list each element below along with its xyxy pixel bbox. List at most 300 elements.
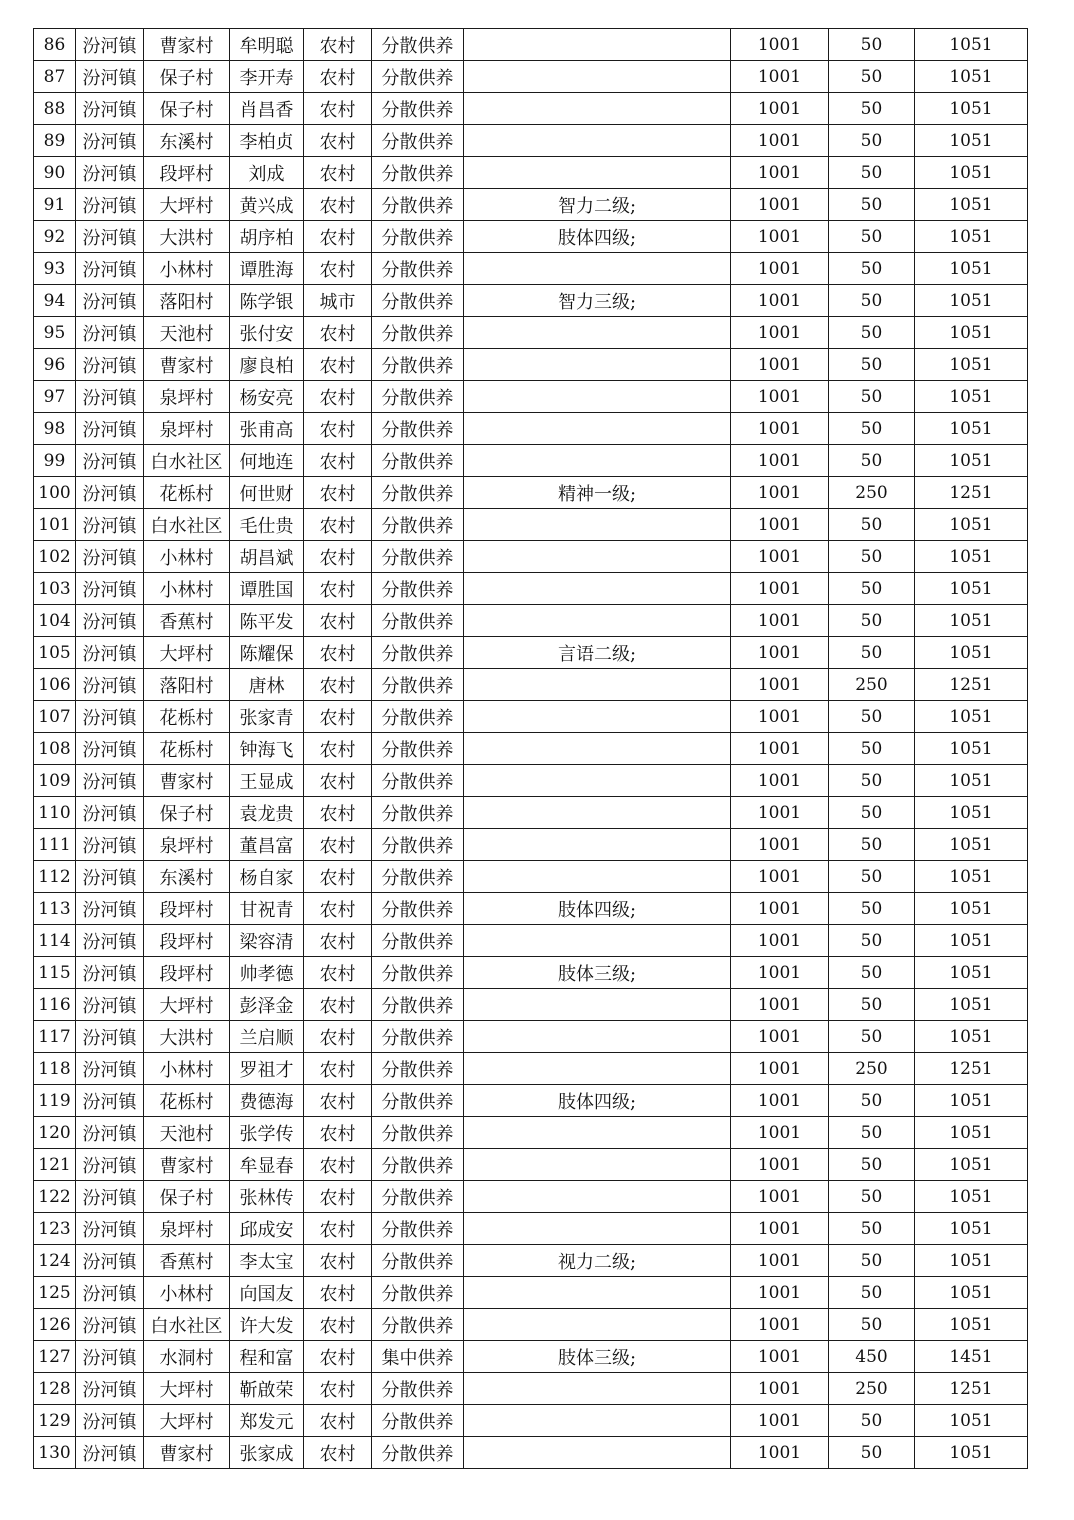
subsidy-amount-cell: 50 [829,61,915,93]
town-cell: 汾河镇 [76,1085,144,1117]
village-cell: 曹家村 [144,1149,230,1181]
village-cell: 天池村 [144,317,230,349]
base-amount-cell: 1001 [731,1277,829,1309]
base-amount-cell: 1001 [731,669,829,701]
village-cell: 香蕉村 [144,1245,230,1277]
name-cell: 谭胜海 [230,253,304,285]
disability-level-cell [464,29,731,61]
name-cell: 费德海 [230,1085,304,1117]
name-cell: 何地连 [230,445,304,477]
name-cell: 甘祝青 [230,893,304,925]
subsidy-amount-cell: 50 [829,701,915,733]
town-cell: 汾河镇 [76,509,144,541]
village-cell: 小林村 [144,1277,230,1309]
subsidy-amount-cell: 50 [829,221,915,253]
support-type-cell: 分散供养 [372,349,464,381]
row-number-cell: 110 [34,797,76,829]
total-amount-cell: 1051 [915,221,1028,253]
household-type-cell: 农村 [304,317,372,349]
name-cell: 胡昌斌 [230,541,304,573]
base-amount-cell: 1001 [731,285,829,317]
village-cell: 保子村 [144,1181,230,1213]
town-cell: 汾河镇 [76,1117,144,1149]
disability-level-cell: 精神一级; [464,477,731,509]
town-cell: 汾河镇 [76,1149,144,1181]
row-number-cell: 102 [34,541,76,573]
row-number-cell: 112 [34,861,76,893]
village-cell: 白水社区 [144,445,230,477]
total-amount-cell: 1051 [915,1277,1028,1309]
village-cell: 段坪村 [144,893,230,925]
total-amount-cell: 1051 [915,317,1028,349]
name-cell: 肖昌香 [230,93,304,125]
subsidy-amount-cell: 50 [829,1277,915,1309]
village-cell: 保子村 [144,93,230,125]
name-cell: 杨自家 [230,861,304,893]
table-row [34,445,1028,477]
total-amount-cell: 1051 [915,605,1028,637]
row-number-cell: 98 [34,413,76,445]
household-type-cell: 农村 [304,477,372,509]
disability-level-cell: 智力二级; [464,189,731,221]
row-number-cell: 117 [34,1021,76,1053]
total-amount-cell: 1051 [915,29,1028,61]
row-number-cell: 95 [34,317,76,349]
household-type-cell: 农村 [304,861,372,893]
table-row [34,189,1028,221]
row-number-cell: 129 [34,1405,76,1437]
table-row [34,669,1028,701]
base-amount-cell: 1001 [731,445,829,477]
base-amount-cell: 1001 [731,573,829,605]
support-type-cell: 分散供养 [372,125,464,157]
disability-level-cell [464,125,731,157]
name-cell: 帅孝德 [230,957,304,989]
village-cell: 泉坪村 [144,413,230,445]
disability-level-cell: 言语二级; [464,637,731,669]
row-number-cell: 118 [34,1053,76,1085]
village-cell: 白水社区 [144,1309,230,1341]
household-type-cell: 农村 [304,1149,372,1181]
town-cell: 汾河镇 [76,1021,144,1053]
household-type-cell: 农村 [304,157,372,189]
total-amount-cell: 1051 [915,1405,1028,1437]
total-amount-cell: 1051 [915,893,1028,925]
row-number-cell: 86 [34,29,76,61]
row-number-cell: 108 [34,733,76,765]
village-cell: 大洪村 [144,1021,230,1053]
household-type-cell: 农村 [304,637,372,669]
support-type-cell: 分散供养 [372,1373,464,1405]
table-row [34,893,1028,925]
subsidy-amount-cell: 50 [829,1405,915,1437]
village-cell: 水洞村 [144,1341,230,1373]
household-type-cell: 农村 [304,61,372,93]
village-cell: 段坪村 [144,957,230,989]
household-type-cell: 农村 [304,925,372,957]
table-row [34,1245,1028,1277]
total-amount-cell: 1051 [915,701,1028,733]
name-cell: 程和富 [230,1341,304,1373]
name-cell: 钟海飞 [230,733,304,765]
disability-level-cell [464,1309,731,1341]
support-type-cell: 分散供养 [372,413,464,445]
town-cell: 汾河镇 [76,1277,144,1309]
disability-level-cell [464,317,731,349]
base-amount-cell: 1001 [731,1341,829,1373]
total-amount-cell: 1051 [915,285,1028,317]
town-cell: 汾河镇 [76,221,144,253]
name-cell: 靳啟荣 [230,1373,304,1405]
disability-level-cell [464,1021,731,1053]
town-cell: 汾河镇 [76,413,144,445]
subsidy-amount-cell: 50 [829,93,915,125]
table-row [34,1085,1028,1117]
total-amount-cell: 1051 [915,189,1028,221]
disability-level-cell [464,1373,731,1405]
village-cell: 大坪村 [144,189,230,221]
row-number-cell: 87 [34,61,76,93]
village-cell: 曹家村 [144,349,230,381]
table-row [34,1117,1028,1149]
village-cell: 花栎村 [144,477,230,509]
village-cell: 泉坪村 [144,381,230,413]
disability-level-cell [464,765,731,797]
row-number-cell: 107 [34,701,76,733]
subsidy-amount-cell: 50 [829,989,915,1021]
town-cell: 汾河镇 [76,189,144,221]
base-amount-cell: 1001 [731,1437,829,1469]
row-number-cell: 125 [34,1277,76,1309]
household-type-cell: 农村 [304,1277,372,1309]
village-cell: 曹家村 [144,765,230,797]
subsidy-amount-cell: 50 [829,1085,915,1117]
household-type-cell: 农村 [304,413,372,445]
row-number-cell: 90 [34,157,76,189]
household-type-cell: 农村 [304,221,372,253]
row-number-cell: 92 [34,221,76,253]
base-amount-cell: 1001 [731,29,829,61]
row-number-cell: 130 [34,1437,76,1469]
town-cell: 汾河镇 [76,861,144,893]
village-cell: 大坪村 [144,637,230,669]
table-row [34,605,1028,637]
table-row [34,765,1028,797]
town-cell: 汾河镇 [76,1373,144,1405]
town-cell: 汾河镇 [76,1181,144,1213]
town-cell: 汾河镇 [76,989,144,1021]
town-cell: 汾河镇 [76,957,144,989]
household-type-cell: 农村 [304,349,372,381]
table-row [34,957,1028,989]
household-type-cell: 农村 [304,797,372,829]
total-amount-cell: 1051 [915,445,1028,477]
base-amount-cell: 1001 [731,1309,829,1341]
table-row [34,509,1028,541]
table-row [34,733,1028,765]
total-amount-cell: 1051 [915,957,1028,989]
row-number-cell: 122 [34,1181,76,1213]
table-row [34,1149,1028,1181]
disability-level-cell [464,157,731,189]
subsidy-amount-cell: 250 [829,669,915,701]
subsidy-amount-cell: 50 [829,541,915,573]
support-type-cell: 分散供养 [372,1181,464,1213]
town-cell: 汾河镇 [76,893,144,925]
base-amount-cell: 1001 [731,61,829,93]
support-type-cell: 分散供养 [372,1277,464,1309]
table-row [34,253,1028,285]
base-amount-cell: 1001 [731,1181,829,1213]
row-number-cell: 116 [34,989,76,1021]
support-type-cell: 分散供养 [372,733,464,765]
base-amount-cell: 1001 [731,605,829,637]
total-amount-cell: 1051 [915,1021,1028,1053]
name-cell: 何世财 [230,477,304,509]
town-cell: 汾河镇 [76,1213,144,1245]
subsidy-amount-cell: 50 [829,957,915,989]
disability-level-cell [464,1437,731,1469]
town-cell: 汾河镇 [76,381,144,413]
name-cell: 谭胜国 [230,573,304,605]
name-cell: 向国友 [230,1277,304,1309]
name-cell: 杨安亮 [230,381,304,413]
town-cell: 汾河镇 [76,29,144,61]
row-number-cell: 121 [34,1149,76,1181]
disability-level-cell [464,1117,731,1149]
disability-level-cell: 肢体三级; [464,1341,731,1373]
support-type-cell: 分散供养 [372,477,464,509]
name-cell: 廖良柏 [230,349,304,381]
support-type-cell: 分散供养 [372,797,464,829]
table-row [34,93,1028,125]
village-cell: 保子村 [144,797,230,829]
base-amount-cell: 1001 [731,189,829,221]
base-amount-cell: 1001 [731,1021,829,1053]
household-type-cell: 农村 [304,541,372,573]
name-cell: 牟明聪 [230,29,304,61]
row-number-cell: 103 [34,573,76,605]
town-cell: 汾河镇 [76,765,144,797]
table-row [34,1213,1028,1245]
name-cell: 张学传 [230,1117,304,1149]
base-amount-cell: 1001 [731,349,829,381]
name-cell: 刘成 [230,157,304,189]
table-row [34,1437,1028,1469]
support-type-cell: 分散供养 [372,669,464,701]
village-cell: 大洪村 [144,221,230,253]
name-cell: 兰启顺 [230,1021,304,1053]
base-amount-cell: 1001 [731,701,829,733]
base-amount-cell: 1001 [731,1245,829,1277]
town-cell: 汾河镇 [76,1437,144,1469]
total-amount-cell: 1051 [915,253,1028,285]
total-amount-cell: 1251 [915,477,1028,509]
village-cell: 花栎村 [144,1085,230,1117]
subsidy-amount-cell: 450 [829,1341,915,1373]
disability-level-cell: 智力三级; [464,285,731,317]
town-cell: 汾河镇 [76,573,144,605]
disability-level-cell [464,61,731,93]
name-cell: 张林传 [230,1181,304,1213]
total-amount-cell: 1051 [915,541,1028,573]
town-cell: 汾河镇 [76,829,144,861]
base-amount-cell: 1001 [731,989,829,1021]
total-amount-cell: 1051 [915,93,1028,125]
support-type-cell: 分散供养 [372,1149,464,1181]
household-type-cell: 农村 [304,125,372,157]
subsidy-amount-cell: 50 [829,1021,915,1053]
table-row [34,157,1028,189]
row-number-cell: 123 [34,1213,76,1245]
disability-level-cell [464,669,731,701]
base-amount-cell: 1001 [731,93,829,125]
disability-level-cell [464,1213,731,1245]
row-number-cell: 94 [34,285,76,317]
total-amount-cell: 1051 [915,1213,1028,1245]
row-number-cell: 89 [34,125,76,157]
village-cell: 花栎村 [144,733,230,765]
town-cell: 汾河镇 [76,445,144,477]
support-type-cell: 分散供养 [372,381,464,413]
subsidy-amount-cell: 250 [829,477,915,509]
household-type-cell: 农村 [304,509,372,541]
base-amount-cell: 1001 [731,381,829,413]
subsidy-amount-cell: 50 [829,797,915,829]
household-type-cell: 农村 [304,1309,372,1341]
household-type-cell: 农村 [304,1053,372,1085]
town-cell: 汾河镇 [76,1053,144,1085]
support-type-cell: 分散供养 [372,1085,464,1117]
base-amount-cell: 1001 [731,317,829,349]
total-amount-cell: 1051 [915,797,1028,829]
household-type-cell: 农村 [304,733,372,765]
total-amount-cell: 1051 [915,1309,1028,1341]
household-type-cell: 农村 [304,669,372,701]
table-row [34,381,1028,413]
base-amount-cell: 1001 [731,253,829,285]
base-amount-cell: 1001 [731,861,829,893]
table-row [34,285,1028,317]
household-type-cell: 农村 [304,381,372,413]
subsidy-amount-cell: 50 [829,509,915,541]
support-type-cell: 分散供养 [372,1245,464,1277]
town-cell: 汾河镇 [76,317,144,349]
support-type-cell: 分散供养 [372,445,464,477]
beneficiary-table [33,28,1028,1469]
subsidy-amount-cell: 50 [829,1181,915,1213]
table-row [34,925,1028,957]
name-cell: 毛仕贵 [230,509,304,541]
town-cell: 汾河镇 [76,541,144,573]
disability-level-cell: 肢体四级; [464,1085,731,1117]
disability-level-cell: 肢体四级; [464,221,731,253]
subsidy-amount-cell: 50 [829,893,915,925]
subsidy-amount-cell: 250 [829,1373,915,1405]
total-amount-cell: 1051 [915,925,1028,957]
town-cell: 汾河镇 [76,1341,144,1373]
row-number-cell: 105 [34,637,76,669]
table-row [34,1021,1028,1053]
support-type-cell: 分散供养 [372,1437,464,1469]
household-type-cell: 农村 [304,1213,372,1245]
town-cell: 汾河镇 [76,157,144,189]
subsidy-amount-cell: 50 [829,573,915,605]
table-row [34,1405,1028,1437]
row-number-cell: 91 [34,189,76,221]
village-cell: 小林村 [144,573,230,605]
household-type-cell: 城市 [304,285,372,317]
support-type-cell: 分散供养 [372,573,464,605]
name-cell: 王显成 [230,765,304,797]
household-type-cell: 农村 [304,1405,372,1437]
row-number-cell: 93 [34,253,76,285]
row-number-cell: 120 [34,1117,76,1149]
total-amount-cell: 1251 [915,669,1028,701]
village-cell: 落阳村 [144,285,230,317]
support-type-cell: 分散供养 [372,989,464,1021]
name-cell: 胡序柏 [230,221,304,253]
town-cell: 汾河镇 [76,797,144,829]
disability-level-cell [464,1181,731,1213]
support-type-cell: 分散供养 [372,1213,464,1245]
village-cell: 大坪村 [144,1405,230,1437]
household-type-cell: 农村 [304,1021,372,1053]
subsidy-amount-cell: 50 [829,1213,915,1245]
subsidy-amount-cell: 250 [829,1053,915,1085]
village-cell: 白水社区 [144,509,230,541]
town-cell: 汾河镇 [76,637,144,669]
support-type-cell: 集中供养 [372,1341,464,1373]
table-row [34,1277,1028,1309]
disability-level-cell [464,1277,731,1309]
name-cell: 彭泽金 [230,989,304,1021]
base-amount-cell: 1001 [731,125,829,157]
disability-level-cell [464,733,731,765]
total-amount-cell: 1051 [915,733,1028,765]
disability-level-cell [464,253,731,285]
total-amount-cell: 1051 [915,1245,1028,1277]
town-cell: 汾河镇 [76,349,144,381]
table-row [34,29,1028,61]
subsidy-amount-cell: 50 [829,861,915,893]
table-row [34,1181,1028,1213]
village-cell: 大坪村 [144,989,230,1021]
name-cell: 张家成 [230,1437,304,1469]
support-type-cell: 分散供养 [372,893,464,925]
subsidy-amount-cell: 50 [829,733,915,765]
name-cell: 罗祖才 [230,1053,304,1085]
town-cell: 汾河镇 [76,1405,144,1437]
village-cell: 大坪村 [144,1373,230,1405]
support-type-cell: 分散供养 [372,285,464,317]
subsidy-amount-cell: 50 [829,253,915,285]
town-cell: 汾河镇 [76,1245,144,1277]
support-type-cell: 分散供养 [372,637,464,669]
disability-level-cell [464,797,731,829]
row-number-cell: 115 [34,957,76,989]
household-type-cell: 农村 [304,189,372,221]
total-amount-cell: 1051 [915,829,1028,861]
disability-level-cell [464,509,731,541]
support-type-cell: 分散供养 [372,861,464,893]
disability-level-cell [464,349,731,381]
base-amount-cell: 1001 [731,1213,829,1245]
support-type-cell: 分散供养 [372,925,464,957]
household-type-cell: 农村 [304,1181,372,1213]
support-type-cell: 分散供养 [372,1021,464,1053]
name-cell: 陈平发 [230,605,304,637]
